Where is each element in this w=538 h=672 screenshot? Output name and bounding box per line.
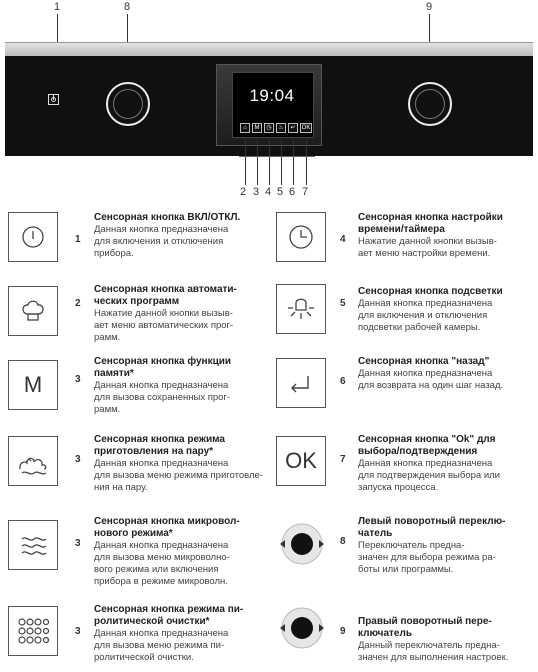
microwave-icon [8,520,58,570]
item-number: 4 [340,234,346,245]
item-description: Данная кнопка предназначена для вызова меню режима приготовле- ния на пару. [94,458,263,493]
item-number: 3 [75,538,81,549]
left-rotary-knob[interactable] [106,82,150,126]
display-memory-icon[interactable]: M [252,123,262,133]
item-title: Правый поворотный пере- ключатель [358,616,492,639]
item-number: 8 [340,536,346,547]
item-title: Сенсорная кнопка подсветки [358,286,503,297]
back-arrow-icon [276,358,326,408]
left-dial-icon [278,520,326,568]
display-back-icon[interactable]: ↵ [288,123,298,133]
display-clock-icon[interactable]: ◷ [264,123,274,133]
display-programs-icon[interactable]: ⌂ [240,123,250,133]
leader-line-3 [257,140,258,185]
steam-icon [8,436,58,486]
lamp-icon [276,284,326,334]
memory-m-icon [8,360,58,410]
callout-1: 1 [54,1,61,13]
item-title: Сенсорная кнопка режима пи- ролитической очистки* [94,604,244,627]
item-description: Данная кнопка предназначена для вызова меню режима пи- ролитической очистки. [94,628,229,663]
callout-9: 9 [426,1,433,13]
power-icon [8,212,58,262]
item-title: Левый поворотный переклю- чатель [358,516,506,539]
item-description: Переключатель предна- значен для выбора режима ра- боты или программы. [358,540,496,575]
item-description: Данная кнопка предназначена для вызова сохраненных прог- рамм. [94,380,231,415]
item-title: Сенсорная кнопка настройки времени/таймера [358,212,503,235]
display-lamp-icon[interactable]: ♨ [276,123,286,133]
item-title: Сенсорная кнопка автомати- ческих программ [94,284,237,307]
leader-line-5 [281,140,282,185]
item-description: Данная кнопка предназначена для включения и отключения подсветки рабочей камеры. [358,298,493,333]
item-number: 3 [75,626,81,637]
clock-icon [276,212,326,262]
ok-icon [276,436,326,486]
item-title: Сенсорная кнопка ВКЛ/ОТКЛ. [94,212,241,223]
callout-5: 5 [277,186,284,198]
memory-m-glyph: M [23,372,43,397]
leader-line-2 [245,140,246,185]
item-description: Данная кнопка предназначена для возврата на один шаг назад. [358,368,504,391]
item-description: Нажатие данной кнопки вызыв- ает меню настройки времени. [358,236,497,259]
right-rotary-knob[interactable] [408,82,452,126]
item-number: 3 [75,454,81,465]
right-dial-icon [278,604,326,652]
ok-glyph: OK [285,448,317,473]
leader-line-7 [306,140,307,185]
callout-8: 8 [124,1,131,13]
callout-2: 2 [240,186,247,198]
callout-bar [239,156,315,157]
item-description: Данная кнопка предназначена для вызова меню микроволно- вого режима или включения прибора в режиме микроволн. [94,540,230,587]
item-number: 3 [75,374,81,385]
panel-top-trim [5,42,533,57]
item-description: Данная кнопка предназначена для подтверждения выбора или запуска процесса. [358,458,500,493]
display-time: 19:04 [249,86,295,105]
item-number: 5 [340,298,346,309]
item-description: Данная кнопка предназначена для включения и отключения прибора. [94,224,229,259]
callout-7: 7 [302,186,309,198]
power-touch-icon[interactable] [48,94,59,105]
callout-4: 4 [265,186,272,198]
leader-line-6 [293,140,294,185]
pyrolysis-icon [8,606,58,656]
callout-3: 3 [253,186,260,198]
item-number: 2 [75,298,81,309]
item-number: 9 [340,626,346,637]
item-description: Данный переключатель предна- значен для выполнения настроек. [358,640,509,663]
callout-6: 6 [289,186,296,198]
item-description: Нажатие данной кнопки вызыв- ает меню автоматических прог- рамм. [94,308,234,343]
item-title: Сенсорная кнопка режима приготовления на пару* [94,434,225,457]
item-number: 1 [75,234,81,245]
item-title: Сенсорная кнопка микровол- нового режима* [94,516,240,539]
item-title: Сенсорная кнопка функции памяти* [94,356,232,379]
item-number: 7 [340,454,346,465]
chef-hat-icon [8,286,58,336]
item-title: Сенсорная кнопка "Ok" для выбора/подтверждения [358,434,496,457]
display-ok-icon[interactable]: OK [301,125,311,131]
item-number: 6 [340,376,346,387]
leader-line-4 [269,140,270,185]
item-title: Сенсорная кнопка "назад" [358,356,490,367]
